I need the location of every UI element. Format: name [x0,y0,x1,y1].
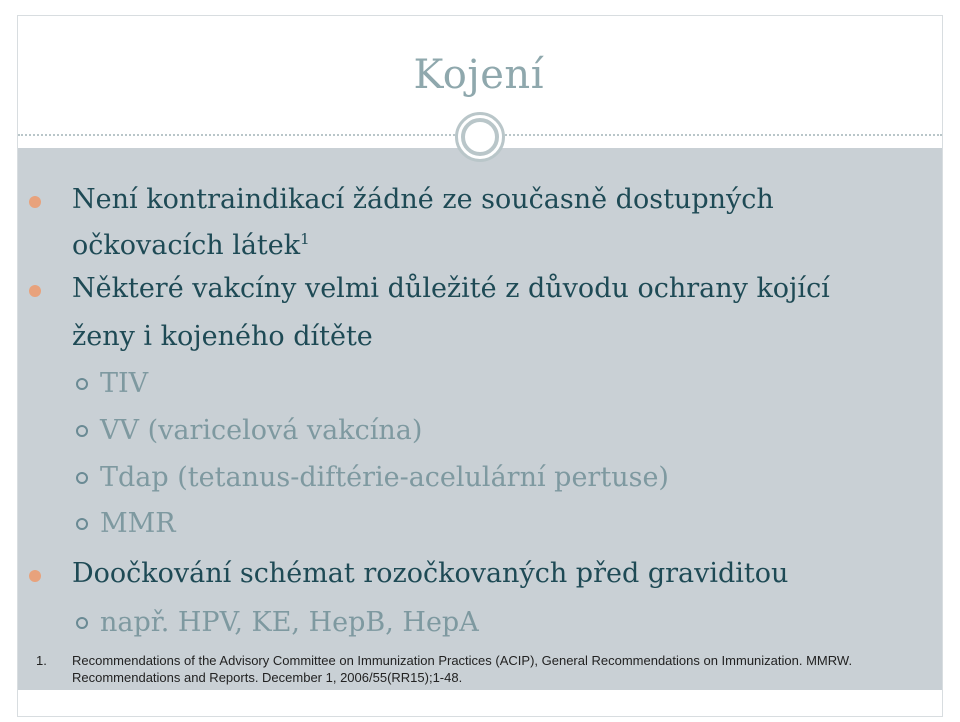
sub-item: Tdap (tetanus-diftérie-acelulární pertuse) [100,462,669,493]
sub-item: např. HPV, KE, HepB, HepA [100,607,479,638]
sub-item: TIV [100,368,149,399]
sub-bullet-ring-icon [76,617,88,629]
sub-bullet-ring-icon [76,518,88,530]
decorative-inner-ring-icon [461,118,499,156]
sub-item: MMR [100,508,176,539]
slide-title: Kojení [413,52,544,98]
bullet-2-line-2: ženy i kojeného dítěte [72,321,373,352]
bullet-dot-icon [29,196,41,208]
content-area [18,148,942,690]
bullet-dot-icon [29,570,41,582]
bullet-dot-icon [29,285,41,297]
bullet-3-line-1: Doočkování schémat rozočkovaných před graviditou [72,558,789,589]
slide [18,16,942,716]
footnote-ref: 1 [300,230,310,248]
sub-bullet-ring-icon [76,472,88,484]
bullet-1-line-1: Není kontraindikací žádné ze současně dostupných [72,184,774,215]
footnote-number: 1. [36,653,47,668]
footnote-text: Recommendations of the Advisory Committee on Immunization Practices (ACIP), General Recommendations on Immunization. MMRW. Recommendations and Reports. December 1, 2006/55(RR15);1-48. [72,653,853,685]
sub-item: VV (varicelová vakcína) [100,415,423,446]
sub-bullet-ring-icon [76,378,88,390]
bullet-1-line-2 [72,224,310,268]
bullet-1-line-2-text: očkovacích látek [72,230,301,261]
bullet-2-line-1: Některé vakcíny velmi důležité z důvodu ochrany kojící [72,273,830,304]
sub-bullet-ring-icon [76,425,88,437]
